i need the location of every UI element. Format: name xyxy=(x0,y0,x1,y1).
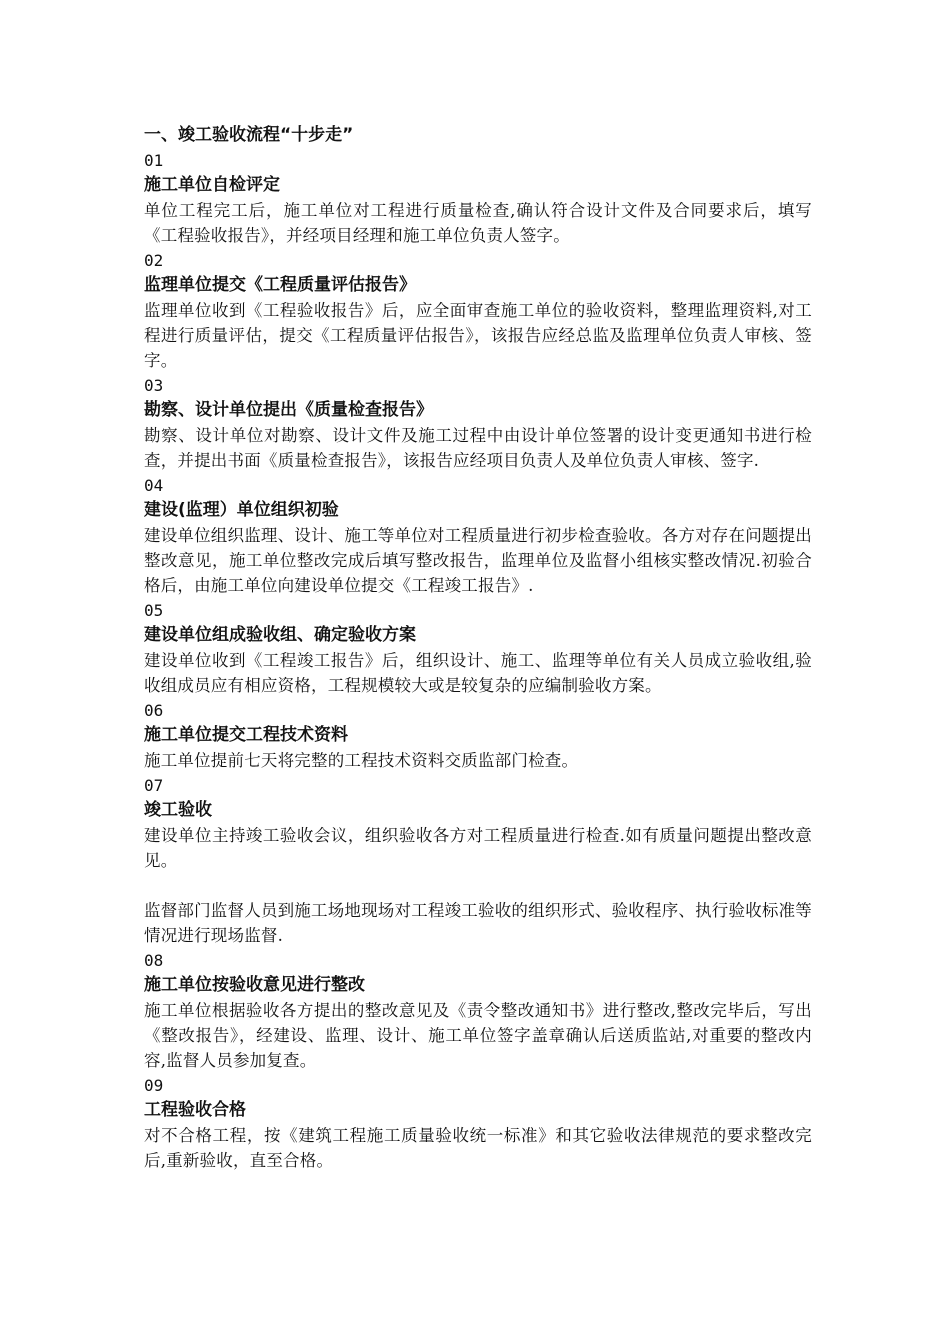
step-heading: 建设(监理）单位组织初验 xyxy=(144,500,339,520)
step-heading: 监理单位提交《工程质量评估报告》 xyxy=(144,275,416,295)
step-07 xyxy=(144,773,812,948)
document-title: 一、竣工验收流程“十步走” xyxy=(144,125,354,145)
step-number: 04 xyxy=(144,476,164,495)
step-paragraph: 勘察、设计单位对勘察、设计文件及施工过程中由设计单位签署的设计变更通知书进行检查，并提出书面《质量检查报告》，该报告应经项目负责人及单位负责人审核、签字. xyxy=(144,426,812,470)
document-body xyxy=(144,123,812,1173)
step-number: 03 xyxy=(144,376,164,395)
step-paragraph: 建设单位收到《工程竣工报告》后，组织设计、施工、监理等单位有关人员成立验收组,验收组成员应有相应资格，工程规模较大或是较复杂的应编制验收方案。 xyxy=(144,651,812,695)
step-paragraph: 施工单位根据验收各方提出的整改意见及《责令整改通知书》进行整改,整改完毕后，写出《整改报告》，经建设、监理、设计、施工单位签字盖章确认后送质监站,对重要的整改内容,监督人员参加复查。 xyxy=(144,1001,812,1070)
step-paragraph: 建设单位组织监理、设计、施工等单位对工程质量进行初步检查验收。各方对存在问题提出整改意见，施工单位整改完成后填写整改报告，监理单位及监督小组核实整改情况.初验合格后，由施工单位向建设单位提交《工程竣工报告》. xyxy=(144,526,812,595)
step-paragraph: 施工单位提前七天将完整的工程技术资料交质监部门检查。 xyxy=(144,751,579,770)
step-heading: 工程验收合格 xyxy=(144,1100,246,1120)
step-number: 08 xyxy=(144,951,164,970)
step-01 xyxy=(144,148,812,248)
step-number: 01 xyxy=(144,151,164,170)
step-heading: 竣工验收 xyxy=(144,800,212,820)
step-paragraph: 建设单位主持竣工验收会议，组织验收各方对工程质量进行检查.如有质量问题提出整改意见。 xyxy=(144,826,812,870)
step-number: 09 xyxy=(144,1076,164,1095)
step-number: 05 xyxy=(144,601,164,620)
step-paragraph: 监督部门监督人员到施工场地现场对工程竣工验收的组织形式、验收程序、执行验收标准等情况进行现场监督. xyxy=(144,901,812,945)
step-09 xyxy=(144,1073,812,1173)
step-paragraph: 对不合格工程，按《建筑工程施工质量验收统一标准》和其它验收法律规范的要求整改完后,重新验收，直至合格。 xyxy=(144,1126,812,1170)
step-05 xyxy=(144,598,812,698)
step-heading: 施工单位自检评定 xyxy=(144,175,280,195)
step-paragraph: 监理单位收到《工程验收报告》后，应全面审查施工单位的验收资料，整理监理资料,对工程进行质量评估，提交《工程质量评估报告》，该报告应经总监及监理单位负责人审核、签字。 xyxy=(144,301,812,370)
step-heading: 施工单位提交工程技术资料 xyxy=(144,725,348,745)
step-heading: 建设单位组成验收组、确定验收方案 xyxy=(144,625,416,645)
step-heading: 勘察、设计单位提出《质量检查报告》 xyxy=(144,400,433,420)
step-08 xyxy=(144,948,812,1073)
step-number: 07 xyxy=(144,776,164,795)
step-06 xyxy=(144,698,812,773)
step-03 xyxy=(144,373,812,473)
step-heading: 施工单位按验收意见进行整改 xyxy=(144,975,365,995)
step-04 xyxy=(144,473,812,598)
step-02 xyxy=(144,248,812,373)
paragraph-spacer xyxy=(144,873,812,898)
step-number: 02 xyxy=(144,251,164,270)
step-number: 06 xyxy=(144,701,164,720)
step-paragraph: 单位工程完工后，施工单位对工程进行质量检查,确认符合设计文件及合同要求后，填写《工程验收报告》，并经项目经理和施工单位负责人签字。 xyxy=(144,201,812,245)
